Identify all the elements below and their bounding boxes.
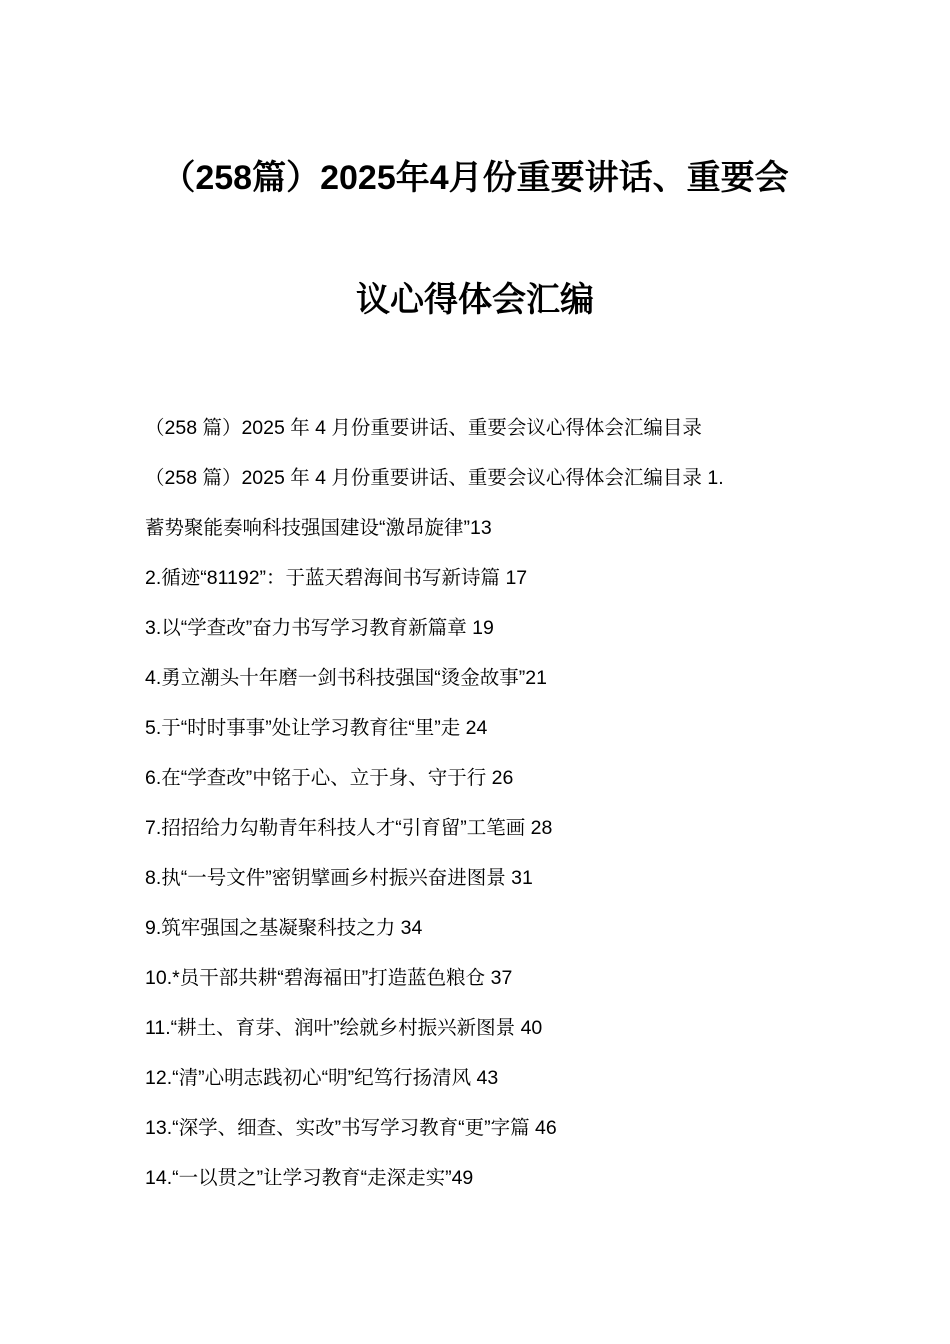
toc-item: 13.“深学、细查、实改”书写学习教育“更”字篇 46 — [145, 1117, 557, 1139]
toc-item: 蓄势聚能奏响科技强国建设“激昂旋律”13 — [145, 517, 492, 539]
toc-item: 10.*员干部共耕“碧海福田”打造蓝色粮仓 37 — [145, 967, 513, 989]
toc-item: 5.于“时时事事”处让学习教育往“里”走 24 — [145, 717, 488, 739]
toc-item: 4.勇立潮头十年磨一剑书科技强国“烫金故事”21 — [145, 667, 547, 689]
toc-item: 12.“清”心明志践初心“明”纪笃行扬清风 43 — [145, 1067, 499, 1089]
document-title-line-2: 议心得体会汇编 — [356, 281, 594, 319]
toc-item: 9.筑牢强国之基凝聚科技之力 34 — [145, 917, 423, 939]
toc-item: 8.执“一号文件”密钥擘画乡村振兴奋进图景 31 — [145, 867, 533, 889]
toc-heading-repeat: （258 篇）2025 年 4 月份重要讲话、重要会议心得体会汇编目录 1. — [145, 467, 724, 489]
toc-item: 7.招招给力勾勒青年科技人才“引育留”工笔画 28 — [145, 817, 553, 839]
toc-item: 3.以“学查改”奋力书写学习教育新篇章 19 — [145, 617, 494, 639]
toc-heading: （258 篇）2025 年 4 月份重要讲话、重要会议心得体会汇编目录 — [145, 417, 702, 439]
toc-item: 14.“一以贯之”让学习教育“走深走实”49 — [145, 1167, 474, 1189]
toc-item: 11.“耕土、育芽、润叶”绘就乡村振兴新图景 40 — [145, 1017, 543, 1039]
toc-item: 2.循迹“81192”：于蓝天碧海间书写新诗篇 17 — [145, 567, 528, 589]
document-title-line-1: （258篇）2025年4月份重要讲话、重要会 — [161, 159, 789, 197]
toc-item: 6.在“学查改”中铭于心、立于身、守于行 26 — [145, 767, 514, 789]
